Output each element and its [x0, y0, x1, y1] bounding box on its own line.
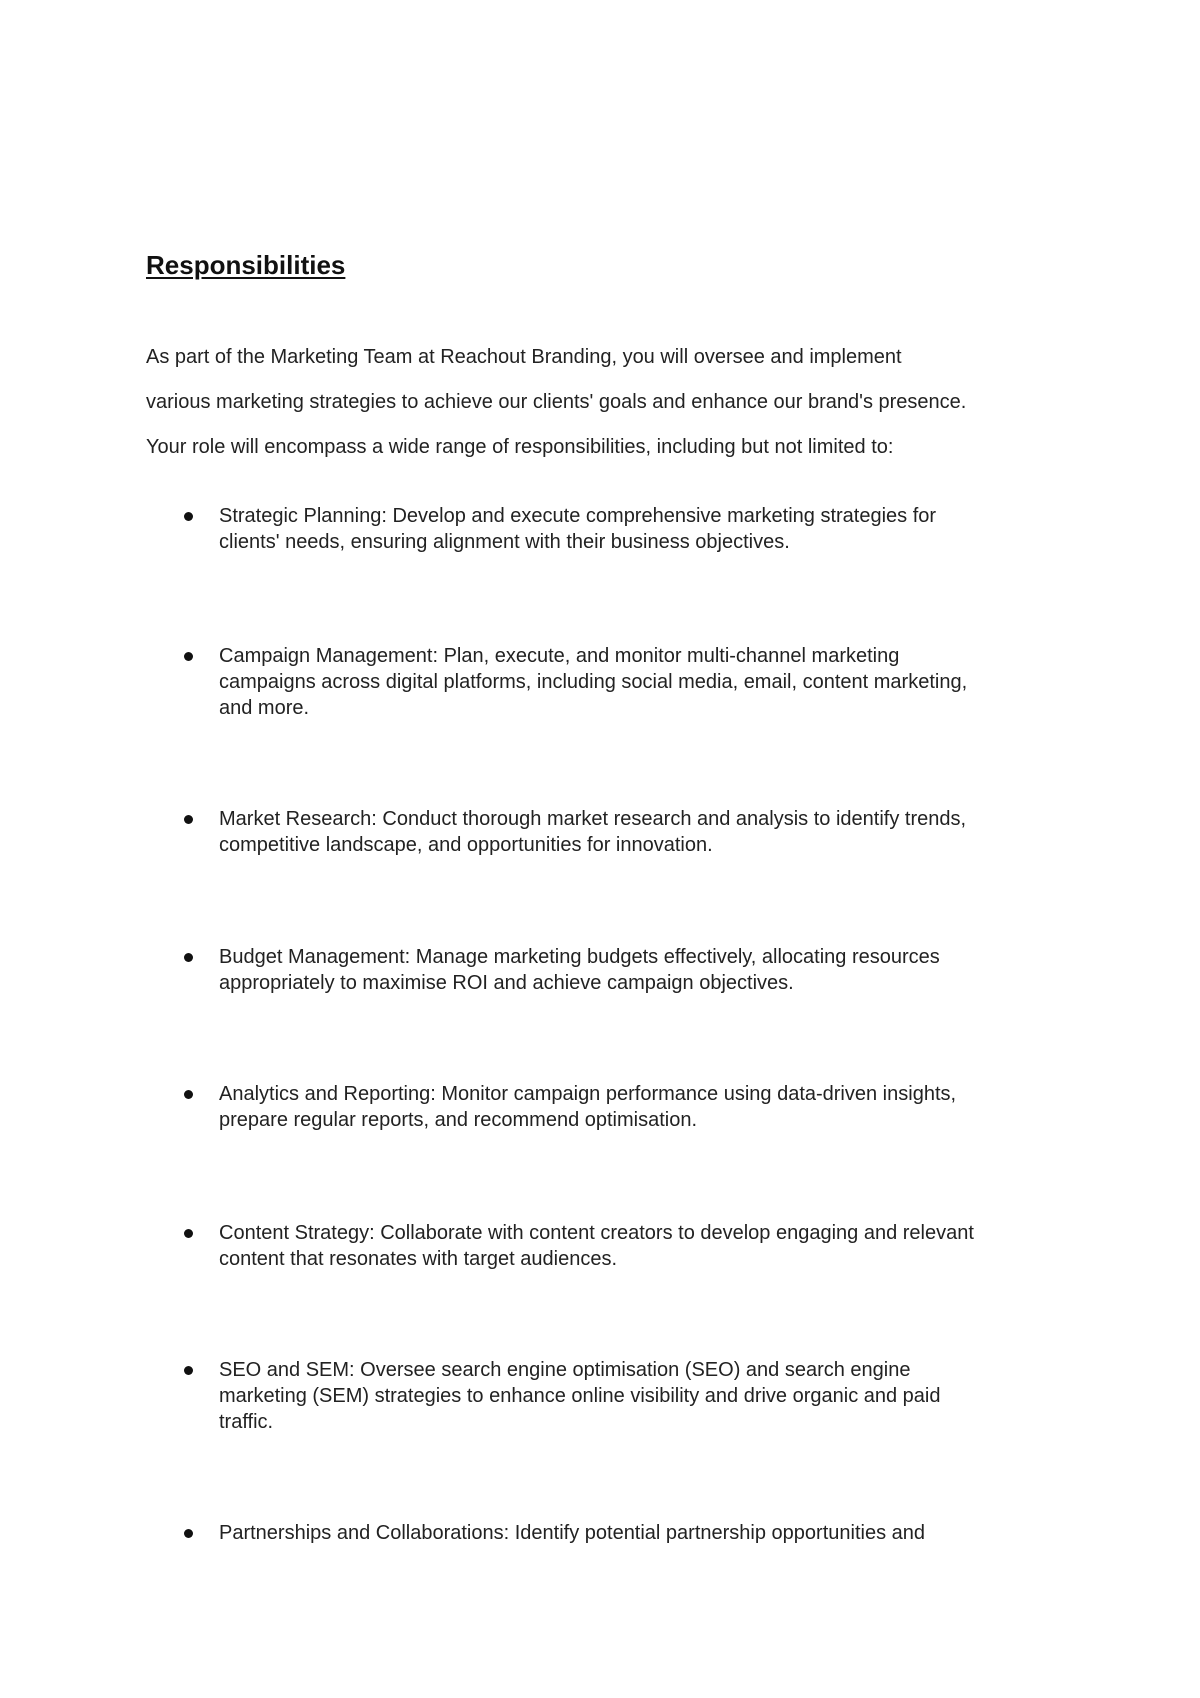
list-item-line: competitive landscape, and opportunities for innovation. — [219, 834, 713, 856]
list-item-line: appropriately to maximise ROI and achieve campaign objectives. — [219, 972, 794, 994]
list-item-market-research — [146, 806, 1086, 858]
list-item-text — [219, 503, 1086, 555]
list-item-line: campaigns across digital platforms, including social media, email, content marketing, — [219, 671, 968, 693]
list-item-line: content that resonates with target audiences. — [219, 1248, 618, 1270]
list-item-campaign-management — [146, 643, 1086, 721]
list-item-text — [219, 944, 1086, 996]
list-item-text — [219, 1357, 1086, 1435]
bullet-icon — [146, 1081, 219, 1107]
list-item-line: prepare regular reports, and recommend optimisation. — [219, 1109, 698, 1131]
list-item-text — [219, 806, 1086, 858]
list-item-text — [219, 1220, 1086, 1272]
list-item-line: Strategic Planning: Develop and execute comprehensive marketing strategies for — [219, 505, 937, 527]
list-item-line: traffic. — [219, 1411, 274, 1433]
list-item-line: SEO and SEM: Oversee search engine optimisation (SEO) and search engine — [219, 1359, 911, 1381]
list-item-partnerships — [146, 1520, 1086, 1546]
list-item-line: Market Research: Conduct thorough market research and analysis to identify trends, — [219, 808, 967, 830]
bullet-icon — [146, 1220, 219, 1246]
list-item-line: clients' needs, ensuring alignment with their business objectives. — [219, 531, 790, 553]
list-item-line: Partnerships and Collaborations: Identify potential partnership opportunities and — [219, 1522, 925, 1544]
list-item-line: Analytics and Reporting: Monitor campaign performance using data-driven insights, — [219, 1083, 957, 1105]
list-item-strategic-planning — [146, 503, 1086, 555]
list-item-text — [219, 643, 1086, 721]
bullet-icon — [146, 1520, 219, 1546]
list-item-text — [219, 1520, 1086, 1546]
list-item-text — [219, 1081, 1086, 1133]
bullet-icon — [146, 1357, 219, 1383]
list-item-line: marketing (SEM) strategies to enhance online visibility and drive organic and paid — [219, 1385, 941, 1407]
bullet-icon — [146, 806, 219, 832]
intro-line: various marketing strategies to achieve our clients' goals and enhance our brand's presence. — [146, 391, 967, 413]
intro-line: As part of the Marketing Team at Reachout Branding, you will oversee and implement — [146, 346, 902, 368]
bullet-icon — [146, 944, 219, 970]
list-item-line: Content Strategy: Collaborate with content creators to develop engaging and relevant — [219, 1222, 974, 1244]
bullet-icon — [146, 503, 219, 529]
list-item-line: and more. — [219, 697, 310, 719]
page-title: Responsibilities — [146, 250, 346, 280]
bullet-icon — [146, 643, 219, 669]
list-item-line: Campaign Management: Plan, execute, and monitor multi-channel marketing — [219, 645, 900, 667]
list-item-budget-management — [146, 944, 1086, 996]
list-item-seo-sem — [146, 1357, 1086, 1435]
list-item-content-strategy — [146, 1220, 1086, 1272]
list-item-analytics-reporting — [146, 1081, 1086, 1133]
intro-line: Your role will encompass a wide range of responsibilities, including but not limited to: — [146, 436, 894, 458]
list-item-line: Budget Management: Manage marketing budgets effectively, allocating resources — [219, 946, 940, 968]
intro-paragraph — [146, 335, 1086, 470]
